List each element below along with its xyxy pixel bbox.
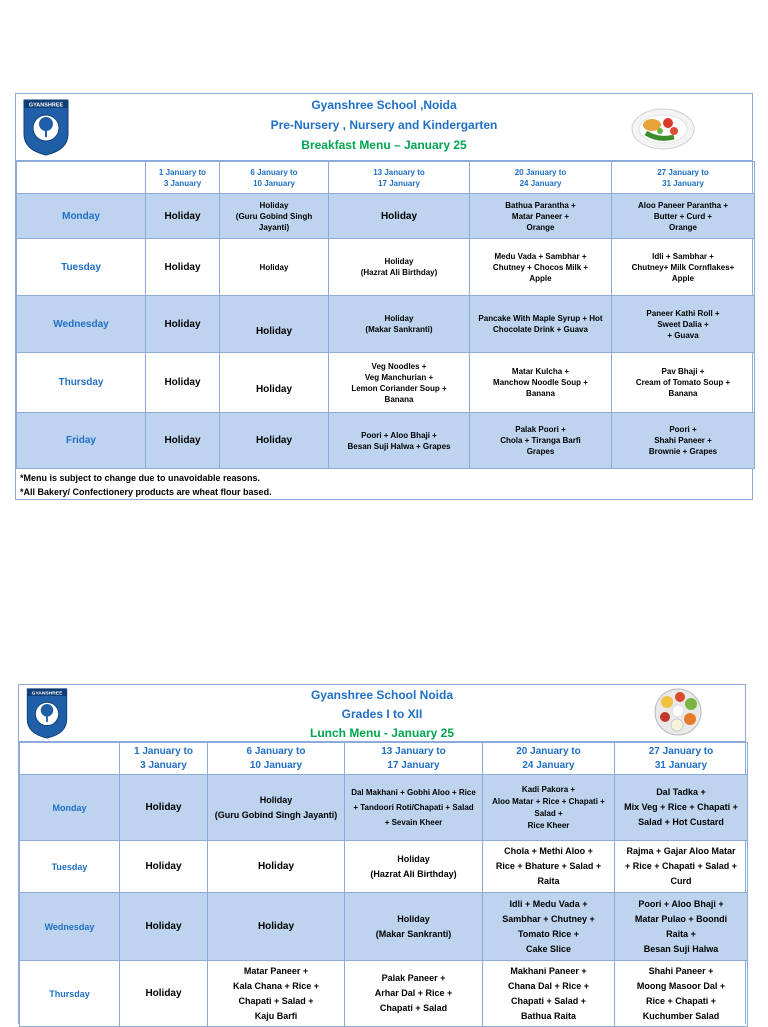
menu-title: Breakfast Menu – January 25 [301, 138, 467, 152]
breakfast-menu-card [15, 93, 753, 500]
grades-title: Grades I to XII [341, 707, 423, 721]
menu-cell: Palak Poori + Chola + Tiranga Barfi Grapes [470, 413, 612, 469]
day-label: Wednesday [20, 893, 120, 961]
menu-cell: Holiday [146, 296, 220, 353]
day-label: Friday [17, 413, 146, 469]
menu-cell: Idli + Medu Vada + Sambhar + Chutney + Tomato Rice + Cake Slice [483, 893, 615, 961]
menu-cell: Holiday [120, 775, 208, 841]
svg-text:GYANSHREE: GYANSHREE [31, 691, 63, 697]
menu-cell: Holiday [120, 893, 208, 961]
menu-cell: Poori + Shahi Paneer + Brownie + Grapes [612, 413, 755, 469]
food-plate-icon [630, 101, 696, 153]
table-row [17, 194, 755, 239]
lunch-table [19, 742, 748, 1027]
grades-title: Pre-Nursery , Nursery and Kindergarten [270, 118, 498, 132]
menu-title: Lunch Menu - January 25 [309, 726, 455, 740]
date-header: 27 January to 31 January [615, 743, 748, 775]
menu-cell: Poori + Aloo Bhaji + Besan Suji Halwa + Grapes [329, 413, 470, 469]
school-logo-icon [25, 687, 69, 739]
table-row [17, 353, 755, 413]
day-label: Thursday [20, 961, 120, 1027]
menu-cell: Holiday [120, 841, 208, 893]
school-name: Gyanshree School ,Noida [311, 98, 457, 112]
menu-cell: Aloo Paneer Parantha + Butter + Curd + Orange [612, 194, 755, 239]
menu-cell: Holiday [208, 841, 345, 893]
day-label: Monday [17, 194, 146, 239]
menu-cell: Holiday [220, 296, 329, 353]
menu-cell: Holiday (Guru Gobind Singh Jayanti) [208, 775, 345, 841]
menu-cell: Pav Bhaji + Cream of Tomato Soup + Banana [612, 353, 755, 413]
menu-cell: Poori + Aloo Bhaji + Matar Pulao + Boondi Raita + Besan Suji Halwa [615, 893, 748, 961]
menu-cell: Idli + Sambhar + Chutney+ Milk Cornflakes+ Apple [612, 239, 755, 296]
svg-text:GYANSHREE: GYANSHREE [28, 102, 64, 109]
menu-cell: Holiday (Hazrat Ali Birthday) [329, 239, 470, 296]
table-row [20, 893, 748, 961]
date-header-row [17, 162, 755, 194]
table-row [17, 413, 755, 469]
menu-cell: Matar Paneer + Kala Chana + Rice + Chapati + Salad + Kaju Barfi [208, 961, 345, 1027]
day-label: Tuesday [17, 239, 146, 296]
day-label: Monday [20, 775, 120, 841]
menu-notes [16, 469, 752, 501]
menu-cell: Shahi Paneer + Moong Masoor Dal + Rice + Chapati + Kuchumber Salad [615, 961, 748, 1027]
date-header: 20 January to 24 January [470, 162, 612, 194]
date-header: 6 January to 10 January [220, 162, 329, 194]
lunch-menu-card [18, 684, 746, 1024]
menu-cell: Holiday [146, 194, 220, 239]
menu-cell: Holiday [220, 353, 329, 413]
menu-cell: Holiday (Makar Sankranti) [345, 893, 483, 961]
menu-cell: Holiday [220, 413, 329, 469]
date-header: 13 January to 17 January [345, 743, 483, 775]
menu-cell: Holiday (Hazrat Ali Birthday) [345, 841, 483, 893]
menu-cell: Chola + Methi Aloo + Rice + Bhature + Salad + Raita [483, 841, 615, 893]
menu-cell: Medu Vada + Sambhar + Chutney + Chocos Milk + Apple [470, 239, 612, 296]
menu-cell: Kadi Pakora + Aloo Matar + Rice + Chapati + Salad + Rice Kheer [483, 775, 615, 841]
date-header: 27 January to 31 January [612, 162, 755, 194]
table-row [17, 239, 755, 296]
table-row [20, 841, 748, 893]
date-header: 6 January to 10 January [208, 743, 345, 775]
menu-cell: Palak Paneer + Arhar Dal + Rice + Chapati + Salad [345, 961, 483, 1027]
menu-cell: Rajma + Gajar Aloo Matar + Rice + Chapati + Salad + Curd [615, 841, 748, 893]
corner-cell [20, 743, 120, 775]
menu-cell: Holiday [220, 239, 329, 296]
lunch-header [19, 685, 745, 742]
school-logo-icon [22, 98, 70, 156]
thali-food-icon [653, 685, 703, 739]
table-row [20, 775, 748, 841]
menu-cell: Holiday (Makar Sankranti) [329, 296, 470, 353]
menu-cell: Holiday [208, 893, 345, 961]
menu-cell: Pancake With Maple Syrup + Hot Chocolate Drink + Guava [470, 296, 612, 353]
date-header: 1 January to 3 January [146, 162, 220, 194]
breakfast-header [16, 94, 752, 161]
menu-cell: Makhani Paneer + Chana Dal + Rice + Chapati + Salad + Bathua Raita [483, 961, 615, 1027]
day-label: Thursday [17, 353, 146, 413]
breakfast-table [16, 161, 755, 469]
date-header-row [20, 743, 748, 775]
menu-cell: Holiday (Guru Gobind Singh Jayanti) [220, 194, 329, 239]
menu-cell: Paneer Kathi Roll + Sweet Dalia + + Guava [612, 296, 755, 353]
menu-cell: Veg Noodles + Veg Manchurian + Lemon Coriander Soup + Banana [329, 353, 470, 413]
table-row [17, 296, 755, 353]
menu-cell: Holiday [329, 194, 470, 239]
date-header: 20 January to 24 January [483, 743, 615, 775]
school-name: Gyanshree School Noida [310, 688, 454, 702]
menu-cell: Matar Kulcha + Manchow Noodle Soup + Banana [470, 353, 612, 413]
menu-cell: Holiday [146, 239, 220, 296]
date-header: 13 January to 17 January [329, 162, 470, 194]
menu-cell: Bathua Parantha + Matar Paneer + Orange [470, 194, 612, 239]
menu-cell: Dal Makhani + Gobhi Aloo + Rice + Tandoori Roti/Chapati + Salad + Sevain Kheer [345, 775, 483, 841]
menu-cell: Holiday [120, 961, 208, 1027]
date-header: 1 January to 3 January [120, 743, 208, 775]
menu-cell: Holiday [146, 413, 220, 469]
menu-cell: Dal Tadka + Mix Veg + Rice + Chapati + Salad + Hot Custard [615, 775, 748, 841]
day-label: Tuesday [20, 841, 120, 893]
menu-cell: Holiday [146, 353, 220, 413]
day-label: Wednesday [17, 296, 146, 353]
note-line: *Menu is subject to change due to unavoidable reasons. [20, 473, 261, 483]
table-row [20, 961, 748, 1027]
corner-cell [17, 162, 146, 194]
note-line: *All Bakery/ Confectionery products are wheat flour based. [20, 487, 272, 497]
